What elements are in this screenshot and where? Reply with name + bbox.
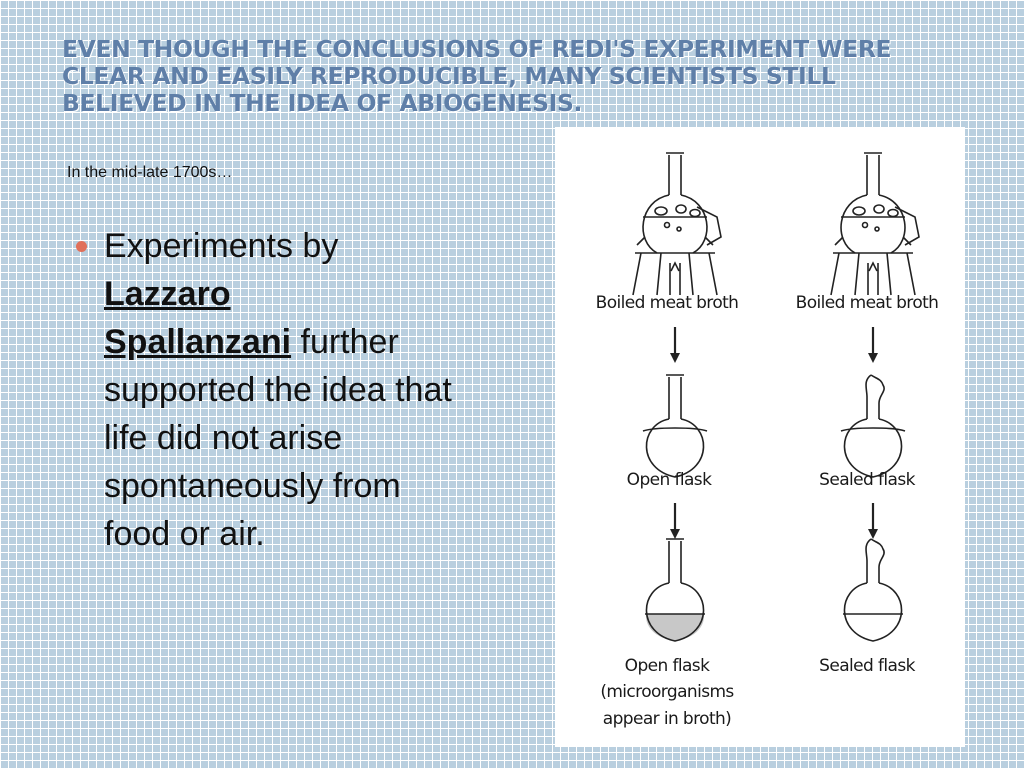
label-microorganisms: (microorganisms <box>600 682 734 702</box>
arrow-down-icon <box>868 503 878 539</box>
sealed-flask-right <box>841 375 905 477</box>
boiling-setup-left <box>633 153 721 295</box>
open-flask-cloudy <box>645 539 705 641</box>
label-boiled-broth-right: Boiled meat broth <box>795 293 939 313</box>
label-appear-in-broth: appear in broth) <box>602 709 732 729</box>
bullet-dot-icon <box>76 241 87 252</box>
arrow-down-icon <box>670 503 680 539</box>
label-sealed-flask: Sealed flask <box>819 470 915 490</box>
scientist-name-last: Spallanzani <box>104 323 292 361</box>
label-sealed-flask-result: Sealed flask <box>819 656 915 676</box>
slide-subtitle: In the mid-late 1700s… <box>67 164 233 181</box>
label-boiled-broth-left: Boiled meat broth <box>595 293 739 313</box>
boiling-setup-right <box>831 153 919 295</box>
bullet-lead-text: Experiments by <box>104 227 339 265</box>
experiment-figure <box>555 127 965 747</box>
bullet-list <box>76 222 476 558</box>
label-open-flask: Open flask <box>626 470 712 490</box>
slide-title: EVEN THOUGH THE CONCLUSIONS OF REDI'S EXPERIMENT WERE CLEAR AND EASILY REPRODUCIBLE, MANY SCIENTISTS STILL BELIEVED IN THE IDEA OF ABIOGENESIS. <box>62 35 892 117</box>
open-flask-left <box>643 375 707 477</box>
label-open-flask-result: Open flask <box>624 656 710 676</box>
bullet-rest-text: further supported the idea that life did not arise spontaneously from food or air. <box>104 323 452 553</box>
bullet-item <box>104 222 476 558</box>
arrow-down-icon <box>868 327 878 363</box>
scientist-name-first: Lazzaro <box>104 275 231 313</box>
arrow-down-icon <box>670 327 680 363</box>
sealed-flask-clear <box>843 539 903 641</box>
